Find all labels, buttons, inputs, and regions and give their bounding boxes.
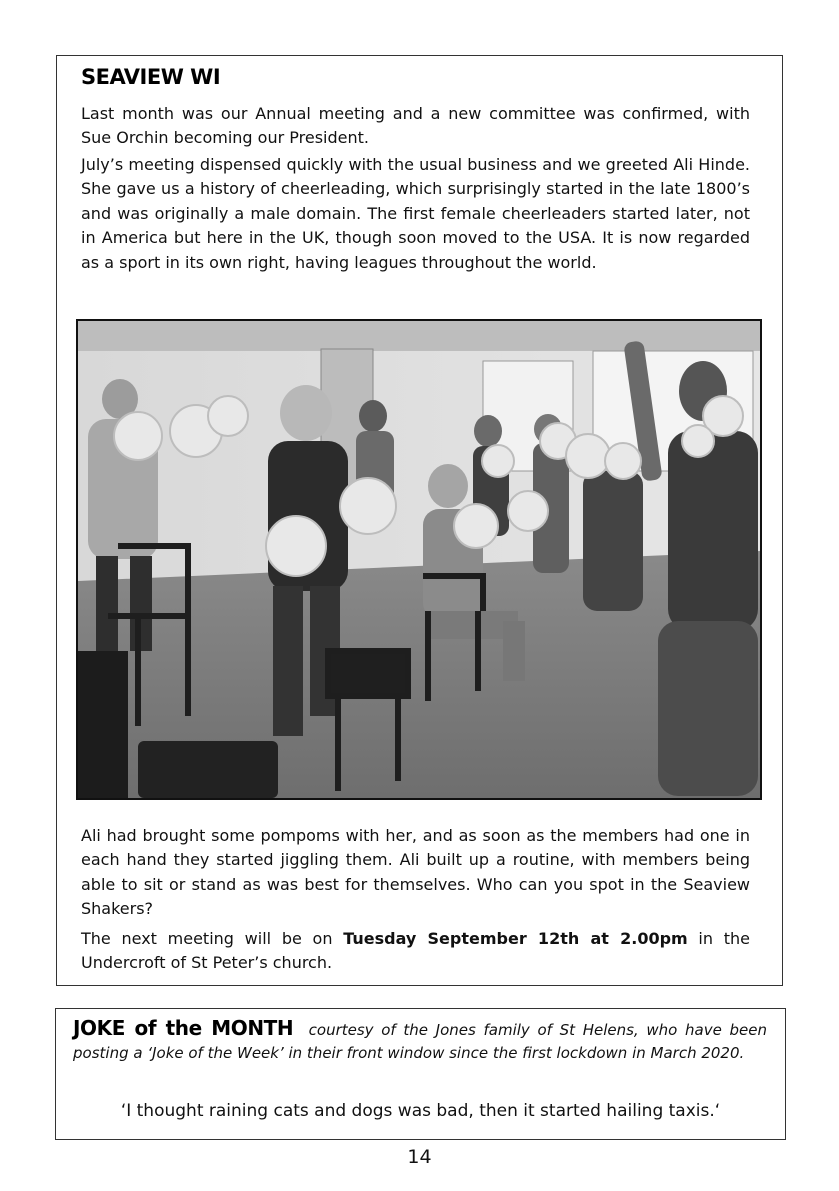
joke-header	[73, 1017, 767, 1065]
joke-title: JOKE of the MONTH	[73, 1016, 294, 1040]
article-paragraph-2: July’s meeting dispensed quickly with the usual business and we greeted Ali Hinde. She gave us a history of cheerleading, which surprisingly started in the late 1800’s and was originally a male domain. The first female cheerleaders started later, not in America but here in the UK, though soon moved to the USA. It is now regarded as a sport in its own right, having leagues throughout the world.	[81, 155, 750, 272]
article-paragraph-4	[81, 927, 750, 976]
meeting-date-text: Tuesday September 12th at 2.00pm	[343, 929, 688, 948]
seaview-wi-article	[56, 55, 783, 986]
meeting-location-text: in the Undercroft of St Peter’s church.	[81, 929, 750, 973]
article-paragraph-1: Last month was our Annual meeting and a new committee was confirmed, with Sue Orchin becoming our President.	[81, 104, 750, 148]
article-paragraph-3: Ali had brought some pompoms with her, and as soon as the members had one in each hand they started jiggling them. Ali built up a routine, with members being able to sit or stand as was best for themselves. Who can you spot in the Seaview Shakers?	[81, 826, 750, 919]
cheerleading-photo	[76, 319, 762, 800]
article-title: SEAVIEW WI	[81, 65, 221, 89]
meeting-intro-text: The next meeting will be on	[81, 929, 344, 948]
joke-of-the-month-box	[55, 1008, 786, 1140]
joke-text: ‘I thought raining cats and dogs was bad, then it started hailing taxis.‘	[120, 1101, 721, 1121]
page-number: 14	[407, 1146, 432, 1168]
joke-credit: courtesy of the Jones family of St Helens, who have been posting a ‘Joke of the Week’ in their front window since the first lockdown in March 2020.	[73, 1021, 767, 1062]
